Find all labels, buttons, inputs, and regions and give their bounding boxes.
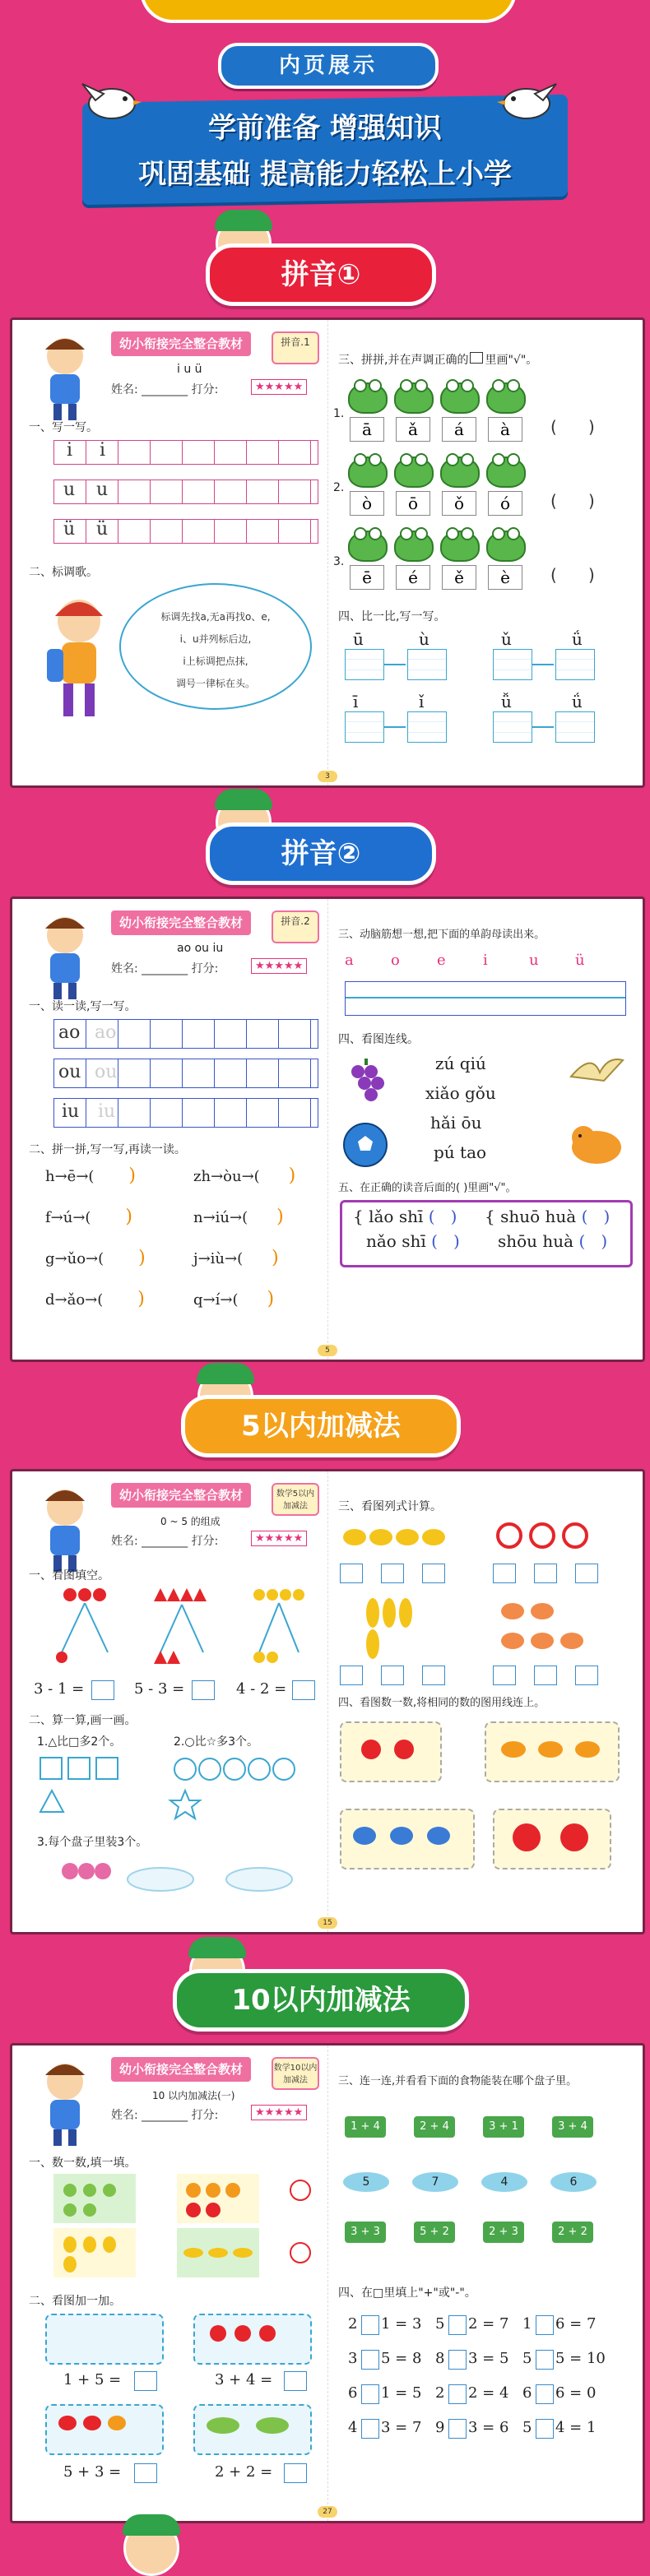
question-4: 四、在□里填上"+"或"-"。 xyxy=(338,2286,476,2300)
question-2: 二、算一算,画一画。 xyxy=(29,1714,137,1727)
book-tag: 幼小衔接完全整合教材 xyxy=(111,2057,251,2082)
top-arch xyxy=(140,0,517,23)
lesson-subtitle: 10 以内加减法(一) xyxy=(152,2090,235,2101)
frog-icon xyxy=(348,456,388,488)
spell-item[interactable]: n→iú→( ) xyxy=(193,1207,284,1227)
compare-letter: ǘ xyxy=(572,629,583,649)
page-pinyin-1: 幼小衔接完全整合教材 拼音.1 i u ü 姓名: ________ 打分: ★★★★★ 一、写一写。 i i u u ü ü 二、标调歌。 标调先找a,无a再找o、e, i、u并列标后边, i上标调把点抹, 调号一律标在头。 三、拼拼,并在声调正确的 里画"√"。 1. ā ǎ á à ( ) 2. ò ō ǒ ó ( ) 3. ē é ě è ( ) 四、比一比,写一写。 ū ù ǔ ǘ ī ǐ ǚ ǘ 3 xyxy=(10,317,645,788)
answer-box[interactable] xyxy=(381,1564,404,1583)
answer-box[interactable] xyxy=(192,1680,215,1700)
fill-equation: 6 = 0 xyxy=(555,2384,597,2402)
page-math-10 xyxy=(10,2043,645,2523)
question-4: 四、比一比,写一写。 xyxy=(338,610,446,623)
grid-letter: ou xyxy=(95,1062,118,1082)
equation: 2 + 2 = xyxy=(215,2463,273,2481)
plates-figure xyxy=(45,1855,309,1896)
question-2: 二、标调歌。 xyxy=(29,566,98,579)
spell-item[interactable]: g→ǔo→( ) xyxy=(45,1248,146,1268)
match-card[interactable] xyxy=(340,1721,442,1782)
food-tile[interactable]: 3 + 3 xyxy=(345,2222,386,2243)
equation: 5 + 3 = xyxy=(63,2463,122,2481)
answer-box[interactable] xyxy=(292,1680,315,1700)
question-1: 一、看图填空。 xyxy=(29,1569,109,1582)
book-tag: 幼小衔接完全整合教材 xyxy=(111,910,251,935)
section-pill-add-sub-5: 5以内加减法 xyxy=(181,1395,461,1457)
apple-letter: e xyxy=(437,952,446,969)
operator-box[interactable] xyxy=(361,2350,379,2370)
lollipop-icon xyxy=(259,2325,276,2342)
add-picture xyxy=(193,2314,312,2365)
shapes-figure xyxy=(37,1754,317,1828)
spell-item[interactable]: q→í→( ) xyxy=(193,1289,275,1309)
lesson-tag: 数学10以内加减法 xyxy=(272,2057,319,2090)
compare-letter: ǐ xyxy=(419,692,425,711)
fill-equation: 4 = 1 xyxy=(555,2419,597,2436)
lemons-figure xyxy=(340,1521,463,1554)
bird-icon xyxy=(427,1827,450,1845)
banner-line-1: 学前准备 增强知识 xyxy=(208,112,442,145)
grouping-figure xyxy=(29,1587,317,1669)
operator-box[interactable] xyxy=(361,2419,379,2439)
dove-left-icon xyxy=(79,76,145,125)
frog-icon xyxy=(486,530,526,562)
operator-box[interactable] xyxy=(536,2315,554,2335)
compare-letter: ù xyxy=(419,629,429,649)
answer-parens[interactable]: ( ) xyxy=(550,565,595,585)
grid-letter: ao xyxy=(95,1022,117,1043)
dove-right-icon xyxy=(494,76,559,125)
writing-grid[interactable] xyxy=(53,480,318,504)
answer-box[interactable] xyxy=(284,2463,307,2483)
frog-icon xyxy=(348,382,388,414)
tone-option[interactable]: ā xyxy=(350,417,384,442)
equation: 3 + 4 = xyxy=(215,2371,273,2388)
fill-equation: 5 xyxy=(522,2419,532,2436)
section-pill-pinyin-1: 拼音① xyxy=(206,243,436,306)
fill-equation: 5 xyxy=(435,2315,445,2333)
name-field[interactable]: 姓名: ________ 打分: xyxy=(111,383,219,396)
equation: 5 - 3 = xyxy=(134,1680,185,1698)
operator-box[interactable] xyxy=(448,2350,467,2370)
cake-icon xyxy=(575,1741,600,1758)
score-stars: ★★★★★ xyxy=(251,2105,307,2120)
reading-choice[interactable]: { lǎo shī ( ) xyxy=(353,1207,457,1226)
lesson-tag: 拼音.2 xyxy=(272,910,319,943)
fill-equation: 5 = 10 xyxy=(555,2350,606,2367)
writing-grid[interactable] xyxy=(53,440,318,465)
lesson-subtitle: i u ü xyxy=(177,363,202,376)
grid-letter: ü xyxy=(63,519,76,540)
writing-grid[interactable] xyxy=(53,519,318,544)
plate-number[interactable]: 6 xyxy=(550,2172,597,2192)
plate-number[interactable]: 7 xyxy=(412,2172,458,2192)
food-tile[interactable]: 3 + 4 xyxy=(552,2116,593,2138)
question-2: 二、看图加一加。 xyxy=(29,2295,121,2308)
equation: 4 - 2 = xyxy=(236,1680,287,1698)
answer-box[interactable] xyxy=(340,1666,363,1685)
writing-grid[interactable] xyxy=(53,1019,318,1049)
add-picture xyxy=(45,2314,164,2365)
frog-icon xyxy=(440,530,480,562)
writing-box[interactable] xyxy=(555,711,595,743)
answer-box[interactable] xyxy=(381,1666,404,1685)
food-tile[interactable]: 1 + 4 xyxy=(345,2116,386,2138)
writing-box[interactable] xyxy=(493,649,532,680)
pinyin-word: zú qiú xyxy=(435,1054,486,1073)
reading-choice[interactable]: shōu huà ( ) xyxy=(498,1231,608,1251)
grid-letter: u xyxy=(63,480,76,500)
counting-grid xyxy=(53,2174,317,2281)
equation: 3 - 1 = xyxy=(34,1680,85,1698)
fill-equation: 9 xyxy=(435,2419,445,2436)
grid-letter: i xyxy=(100,440,106,461)
answer-box[interactable] xyxy=(534,1666,557,1685)
grid-letter: iu xyxy=(62,1101,80,1122)
frog-icon xyxy=(440,382,480,414)
fill-equation: 5 = 8 xyxy=(381,2350,422,2367)
answer-box[interactable] xyxy=(284,2371,307,2391)
page-number: 5 xyxy=(318,1345,337,1356)
operator-box[interactable] xyxy=(361,2384,379,2404)
food-tile[interactable]: 2 + 3 xyxy=(483,2222,524,2243)
grid-letter: ao xyxy=(58,1022,81,1043)
ball-icon xyxy=(513,1823,541,1851)
tone-option[interactable]: ó xyxy=(488,491,522,516)
food-tile[interactable]: 3 + 1 xyxy=(483,2116,524,2138)
strawberry-icon xyxy=(361,1740,381,1759)
tone-option[interactable]: à xyxy=(488,417,522,442)
question-3: 三、动脑筋想一想,把下面的单韵母读出来。 xyxy=(338,929,546,941)
fill-equation: 3 xyxy=(348,2350,358,2367)
operator-box[interactable] xyxy=(448,2384,467,2404)
task-3: 3.每个盘子里装3个。 xyxy=(37,1836,148,1849)
answer-box[interactable] xyxy=(493,1666,516,1685)
grid-letter: i xyxy=(67,440,73,461)
task-2: 2.○比☆多3个。 xyxy=(174,1735,259,1749)
clocks-figure xyxy=(493,1517,624,1559)
fill-equation: 8 xyxy=(435,2350,445,2367)
ball-icon xyxy=(560,1823,588,1851)
cake-icon xyxy=(501,1741,526,1758)
page-math-5 xyxy=(10,1469,645,1934)
lollipop-icon xyxy=(210,2325,226,2342)
answer-box[interactable] xyxy=(422,1666,445,1685)
fill-equation: 2 xyxy=(348,2315,358,2333)
question-1: 一、读一读,写一写。 xyxy=(29,1000,137,1013)
kid-illustration xyxy=(32,1483,98,1573)
apple-letter: a xyxy=(345,952,354,969)
lesson-tag: 拼音.1 xyxy=(272,331,319,364)
strawberry-icon xyxy=(394,1740,414,1759)
plate-number[interactable]: 5 xyxy=(343,2172,389,2192)
question-4: 四、看图数一数,将相同的数的图用线连上。 xyxy=(338,1697,546,1709)
fill-equation: 5 xyxy=(522,2350,532,2367)
writing-grid[interactable] xyxy=(53,1098,318,1128)
spell-item[interactable]: d→ǎo→( ) xyxy=(45,1289,145,1309)
spell-item[interactable]: f→ú→( ) xyxy=(45,1207,133,1227)
tone-option[interactable]: è xyxy=(488,565,522,590)
question-1: 一、写一写。 xyxy=(29,421,98,434)
shrimp-figure xyxy=(493,1595,624,1661)
apple-letter: ü xyxy=(575,952,585,969)
tone-option[interactable]: ē xyxy=(350,565,384,590)
soccer-ball-icon xyxy=(341,1121,389,1169)
tone-option[interactable]: ě xyxy=(442,565,476,590)
compare-letter: ī xyxy=(353,692,359,711)
page-number: 27 xyxy=(318,2506,337,2518)
writing-box[interactable] xyxy=(407,649,447,680)
spell-item[interactable]: h→ē→( ) xyxy=(45,1165,136,1186)
frog-icon xyxy=(486,382,526,414)
question-5: 五、在正确的读音后面的( )里画"√"。 xyxy=(338,1182,517,1194)
equation: 1 + 5 = xyxy=(63,2371,122,2388)
fill-equation: 3 = 5 xyxy=(468,2350,509,2367)
operator-box[interactable] xyxy=(536,2419,554,2439)
task-1: 1.△比□多2个。 xyxy=(37,1735,122,1749)
frog-icon xyxy=(394,382,434,414)
answer-box[interactable] xyxy=(534,1564,557,1583)
score-stars: ★★★★★ xyxy=(251,958,307,974)
frog-icon xyxy=(440,456,480,488)
lesson-tag: 数学5以内加减法 xyxy=(272,1483,319,1516)
poem-bubble: 标调先找a,无a再找o、e, i、u并列标后边, i上标调把点抹, 调号一律标在头。 xyxy=(119,583,312,710)
tone-option[interactable]: ǎ xyxy=(396,417,430,442)
dog-icon xyxy=(567,1119,624,1167)
compare-letter: ǘ xyxy=(572,692,583,711)
fill-equation: 6 xyxy=(522,2384,532,2402)
grid-letter: u xyxy=(96,480,109,500)
score-stars: ★★★★★ xyxy=(251,1531,307,1546)
fill-equation: 6 xyxy=(348,2384,358,2402)
book-tag: 幼小衔接完全整合教材 xyxy=(111,331,251,356)
question-3: 三、连一连,并看看下面的食物能装在哪个盘子里。 xyxy=(338,2075,578,2087)
operator-box[interactable] xyxy=(536,2350,554,2370)
answer-box[interactable] xyxy=(493,1564,516,1583)
answer-box[interactable] xyxy=(134,2463,157,2483)
corn-figure xyxy=(340,1595,463,1661)
tone-option[interactable]: ò xyxy=(350,491,384,516)
fill-equation: 4 xyxy=(348,2419,358,2436)
reading-choice[interactable]: { shuō huà ( ) xyxy=(485,1207,611,1226)
compare-letter: ū xyxy=(353,629,364,649)
name-field[interactable]: 姓名: ________ 打分: xyxy=(111,962,219,975)
answer-box[interactable] xyxy=(575,1666,598,1685)
spell-item[interactable]: zh→òu→( ) xyxy=(193,1165,296,1186)
fill-equation: 1 = 5 xyxy=(381,2384,422,2402)
frog-icon xyxy=(486,456,526,488)
pinyin-word: pú tao xyxy=(434,1142,487,1162)
operator-box[interactable] xyxy=(448,2315,467,2335)
car-icon xyxy=(207,2417,239,2434)
mascot-avatar xyxy=(123,2520,179,2576)
kid-walking-illustration xyxy=(42,591,116,731)
reading-choice[interactable]: nǎo shī ( ) xyxy=(366,1231,460,1251)
compare-letter: ǔ xyxy=(501,629,512,649)
food-tile[interactable]: 5 + 2 xyxy=(414,2222,455,2243)
lesson-subtitle: ao ou iu xyxy=(177,942,224,955)
score-stars: ★★★★★ xyxy=(251,379,307,395)
book-tag: 幼小衔接完全整合教材 xyxy=(111,1483,251,1508)
answer-box[interactable] xyxy=(422,1564,445,1583)
answer-box[interactable] xyxy=(575,1564,598,1583)
name-field[interactable]: 姓名: ________ 打分: xyxy=(111,2109,219,2122)
fill-equation: 2 = 7 xyxy=(468,2315,509,2333)
spell-item[interactable]: j→iù→( ) xyxy=(193,1248,279,1268)
fill-equation: 3 = 6 xyxy=(468,2419,509,2436)
banner-title: 内页展示 xyxy=(218,43,439,89)
writing-box[interactable] xyxy=(555,649,595,680)
mushroom-icon xyxy=(58,2416,77,2430)
lesson-subtitle: 0 ~ 5 的组成 xyxy=(160,1516,221,1527)
grid-letter: ou xyxy=(58,1062,81,1082)
writing-box[interactable] xyxy=(493,711,532,743)
apple-letter: o xyxy=(391,952,400,969)
answer-parens[interactable]: ( ) xyxy=(550,417,595,437)
bird-icon xyxy=(353,1827,376,1845)
cake-icon xyxy=(538,1741,563,1758)
writing-box[interactable] xyxy=(407,711,447,743)
apple-letter: u xyxy=(529,952,539,969)
answer-box[interactable] xyxy=(91,1680,114,1700)
section-pill-pinyin-2: 拼音② xyxy=(206,822,436,885)
question-4: 四、看图连线。 xyxy=(338,1033,419,1046)
fill-equation: 6 = 7 xyxy=(555,2315,597,2333)
food-tile[interactable]: 2 + 2 xyxy=(552,2222,593,2243)
frog-icon xyxy=(394,456,434,488)
seagull-icon xyxy=(567,1052,624,1093)
writing-line[interactable] xyxy=(345,981,626,1016)
plate-number[interactable]: 4 xyxy=(481,2172,527,2192)
fill-equation: 2 = 4 xyxy=(468,2384,509,2402)
question-3: 三、看图列式计算。 xyxy=(338,1500,442,1513)
operator-box[interactable] xyxy=(536,2384,554,2404)
tone-option[interactable]: ō xyxy=(396,491,430,516)
name-field[interactable]: 姓名: ________ 打分: xyxy=(111,1535,219,1548)
question-1: 一、数一数,填一填。 xyxy=(29,2157,137,2170)
grid-letter: ü xyxy=(96,519,109,540)
section-pill-add-sub-10: 10以内加减法 xyxy=(173,1969,469,2032)
compare-letter: ǚ xyxy=(501,692,512,711)
match-card[interactable] xyxy=(493,1809,611,1869)
banner-line-2: 巩固基础 提高能力轻松上小学 xyxy=(138,158,512,191)
fill-equation: 1 xyxy=(522,2315,532,2333)
kid-illustration xyxy=(32,331,98,422)
fill-equation: 3 = 7 xyxy=(381,2419,422,2436)
writing-grid[interactable] xyxy=(53,1059,318,1088)
answer-box[interactable] xyxy=(134,2371,157,2391)
answer-box[interactable] xyxy=(340,1564,363,1583)
tone-option[interactable]: á xyxy=(442,417,476,442)
page-number: 3 xyxy=(318,771,337,782)
pinyin-word: hǎi ōu xyxy=(430,1113,482,1133)
kid-illustration xyxy=(32,2057,98,2147)
frog-icon xyxy=(394,530,434,562)
writing-box[interactable] xyxy=(345,711,384,743)
operator-box[interactable] xyxy=(361,2315,379,2335)
grapes-icon xyxy=(341,1055,391,1105)
lollipop-icon xyxy=(234,2325,251,2342)
car-icon xyxy=(256,2417,289,2434)
tone-option[interactable]: ǒ xyxy=(442,491,476,516)
pinyin-word: xiǎo gǒu xyxy=(425,1083,496,1103)
page-pinyin-2 xyxy=(10,897,645,1362)
mushroom-icon xyxy=(83,2416,101,2430)
apple-letter: i xyxy=(483,952,488,969)
question-3: 三、拼拼,并在声调正确的 里画"√"。 xyxy=(338,354,538,367)
question-2: 二、拼一拼,写一写,再读一读。 xyxy=(29,1143,186,1156)
operator-box[interactable] xyxy=(448,2419,467,2439)
frog-icon xyxy=(348,530,388,562)
bird-icon xyxy=(390,1827,413,1845)
mushroom-icon xyxy=(108,2416,126,2430)
tone-option[interactable]: é xyxy=(396,565,430,590)
kid-illustration xyxy=(32,910,98,1001)
food-tile[interactable]: 2 + 4 xyxy=(414,2116,455,2138)
grid-letter: iu xyxy=(98,1101,116,1122)
page-number: 15 xyxy=(318,1917,337,1929)
fill-equation: 1 = 3 xyxy=(381,2315,422,2333)
writing-box[interactable] xyxy=(345,649,384,680)
answer-parens[interactable]: ( ) xyxy=(550,491,595,511)
fill-equation: 2 xyxy=(435,2384,445,2402)
